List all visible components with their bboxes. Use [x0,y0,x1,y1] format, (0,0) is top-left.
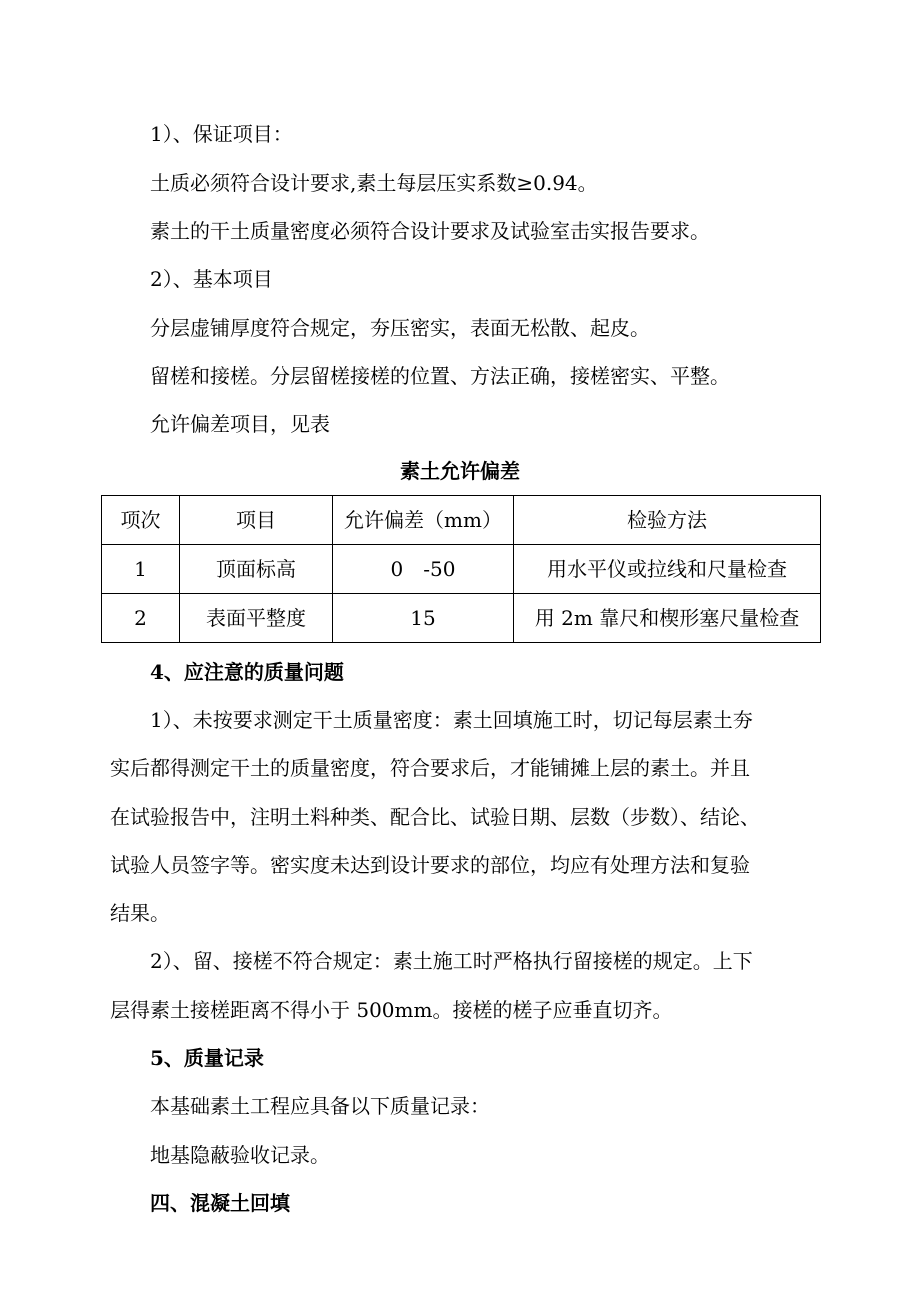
guarantee-heading: 1）、保证项目： [150,122,293,146]
issue-1-line-5: 结果。 [110,901,170,925]
section-5-heading: 5、质量记录 [150,1046,264,1070]
header-cell: 项目 [180,496,333,545]
records-paragraph-2: 地基隐蔽验收记录。 [150,1143,330,1167]
table-cell: 2 [102,594,180,643]
table-cell: 15 [333,594,514,643]
table-row [102,545,821,594]
table-header-row [102,496,821,545]
records-paragraph-1: 本基础素土工程应具备以下质量记录： [150,1094,490,1118]
table-caption: 素土允许偏差 [400,459,520,483]
basic-paragraph-1: 分层虚铺厚度符合规定，夯压密实，表面无松散、起皮。 [150,316,650,340]
basic-paragraph-2: 留槎和接槎。分层留槎接槎的位置、方法正确，接槎密实、平整。 [150,364,730,388]
issue-2-line-1: 2）、留、接槎不符合规定：素土施工时严格执行留接槎的规定。上下 [150,949,753,973]
header-cell: 允许偏差（mm） [333,496,514,545]
basic-heading: 2）、基本项目 [150,267,273,291]
guarantee-paragraph-2: 素土的干土质量密度必须符合设计要求及试验室击实报告要求。 [150,219,710,243]
table-cell: 用水平仪或拉线和尺量检查 [514,545,821,594]
table-cell: 用 2m 靠尺和楔形塞尺量检查 [514,594,821,643]
table-cell: 顶面标高 [180,545,333,594]
header-cell: 检验方法 [514,496,821,545]
tolerance-table [101,495,821,643]
allowance-paragraph: 允许偏差项目，见表 [150,412,330,436]
table-cell: 表面平整度 [180,594,333,643]
table-row [102,594,821,643]
issue-1-line-2: 实后都得测定干土的质量密度，符合要求后，才能铺摊上层的素土。并且 [110,756,750,780]
next-section-heading: 四、混凝土回填 [150,1191,290,1215]
issue-1-line-3: 在试验报告中，注明土料种类、配合比、试验日期、层数（步数）、结论、 [110,805,760,829]
issue-1-line-4: 试验人员签字等。密实度未达到设计要求的部位，均应有处理方法和复验 [110,853,750,877]
issue-2-line-2: 层得素土接槎距离不得小于 500mm。接槎的槎子应垂直切齐。 [110,998,673,1022]
guarantee-paragraph-1: 土质必须符合设计要求,素土每层压实系数≥0.94。 [150,171,598,195]
issue-1-line-1: 1）、未按要求测定干土质量密度：素土回填施工时，切记每层素土夯 [150,708,753,732]
table-cell: 0 -50 [333,545,514,594]
table-cell: 1 [102,545,180,594]
section-4-heading: 4、应注意的质量问题 [150,660,344,684]
header-cell: 项次 [102,496,180,545]
